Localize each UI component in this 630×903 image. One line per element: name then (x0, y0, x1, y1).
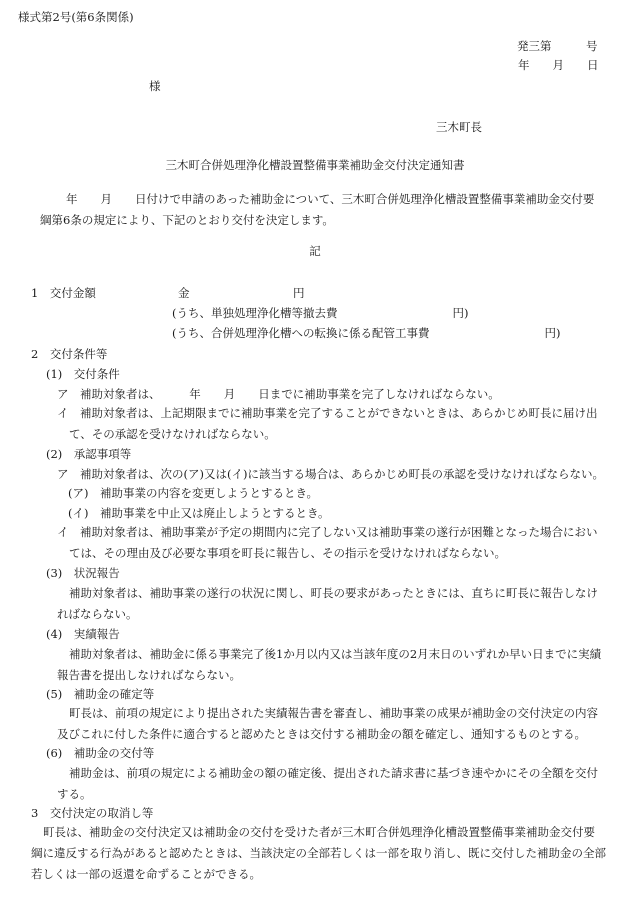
condition6-label: (6) 補助金の交付等 (46, 746, 155, 760)
issuer: 三木町長 (436, 120, 482, 134)
addressee: 様 (149, 79, 161, 93)
document-title: 三木町合併処理浄化槽設置整備事業補助金交付決定通知書 (165, 158, 465, 172)
condition2-i: イ 補助対象者は、補助事業が予定の期間内に完了しない又は補助事業の遂行が困難となった場合においては、その理由及び必要な事項を町長に報告し、その指示を受けなければならない。 (57, 525, 598, 560)
issue-date: 年 月 日 (518, 58, 599, 72)
condition2-a: ア 補助対象者は、次の(ア)又は(イ)に該当する場合は、あらかじめ町長の承認を受けなければならない。 (57, 467, 604, 481)
condition1-i: イ 補助対象者は、上記期限までに補助事業を完了することができないときは、あらかじめ町長に届け出て、その承認を受けなければならない。 (57, 406, 598, 441)
section1-label: 1 交付金額 (31, 286, 96, 300)
condition3-label: (3) 状況報告 (46, 566, 120, 580)
ki-mark: 記 (309, 244, 321, 258)
piping-cost: (うち、合併処理浄化槽への転換に係る配管工事費 円) (172, 326, 561, 340)
condition1-a: ア 補助対象者は、 年 月 日までに補助事業を完了しなければならない。 (57, 387, 500, 401)
condition5-label: (5) 補助金の確定等 (46, 687, 155, 701)
grant-amount: 金 円 (178, 286, 305, 300)
condition4-text: 補助対象者は、補助金に係る事業完了後1か月以内又は当該年度の2月末日のいずれか早い日までに実績報告書を提出しなければならない。 (57, 647, 602, 682)
document-number: 発三第 号 (517, 39, 598, 53)
form-number: 様式第2号(第6条関係) (18, 10, 134, 24)
condition6-text: 補助金は、前項の規定による補助金の額の確定後、提出された請求書に基づき速やかにその全額を交付する。 (57, 766, 598, 801)
intro-paragraph: 年 月 日付けで申請のあった補助金について、三木町合併処理浄化槽設置整備事業補助金交付要綱第6条の規定により、下記のとおり交付を決定します。 (40, 192, 595, 227)
section3-text: 町長は、補助金の交付決定又は補助金の交付を受けた者が三木町合併処理浄化槽設置整備事業補助金交付要綱に違反する行為があると認めたときは、当該決定の全部若しくは一部を取り消し、既に交付した補助金の全部若しくは一部の返還を命ずることができる。 (31, 825, 606, 881)
condition5-text: 町長は、前項の規定により提出された実績報告書を審査し、補助事業の成果が補助金の交付決定の内容及びこれに付した条件に適合すると認めたときは交付する補助金の額を確定し、通知するものとする。 (57, 706, 598, 741)
condition2-a1: (ア) 補助事業の内容を変更しようとするとき。 (68, 486, 319, 500)
removal-cost: (うち、単独処理浄化槽等撤去費 円) (172, 306, 469, 320)
condition1-label: (1) 交付条件 (46, 367, 120, 381)
condition4-label: (4) 実績報告 (46, 627, 120, 641)
section2-label: 2 交付条件等 (31, 347, 108, 361)
condition2-a2: (イ) 補助事業を中止又は廃止しようとするとき。 (68, 506, 330, 520)
condition3-text: 補助対象者は、補助事業の遂行の状況に関し、町長の要求があったときには、直ちに町長に報告しなければならない。 (57, 586, 598, 621)
section3-label: 3 交付決定の取消し等 (31, 806, 154, 820)
condition2-label: (2) 承認事項等 (46, 447, 132, 461)
